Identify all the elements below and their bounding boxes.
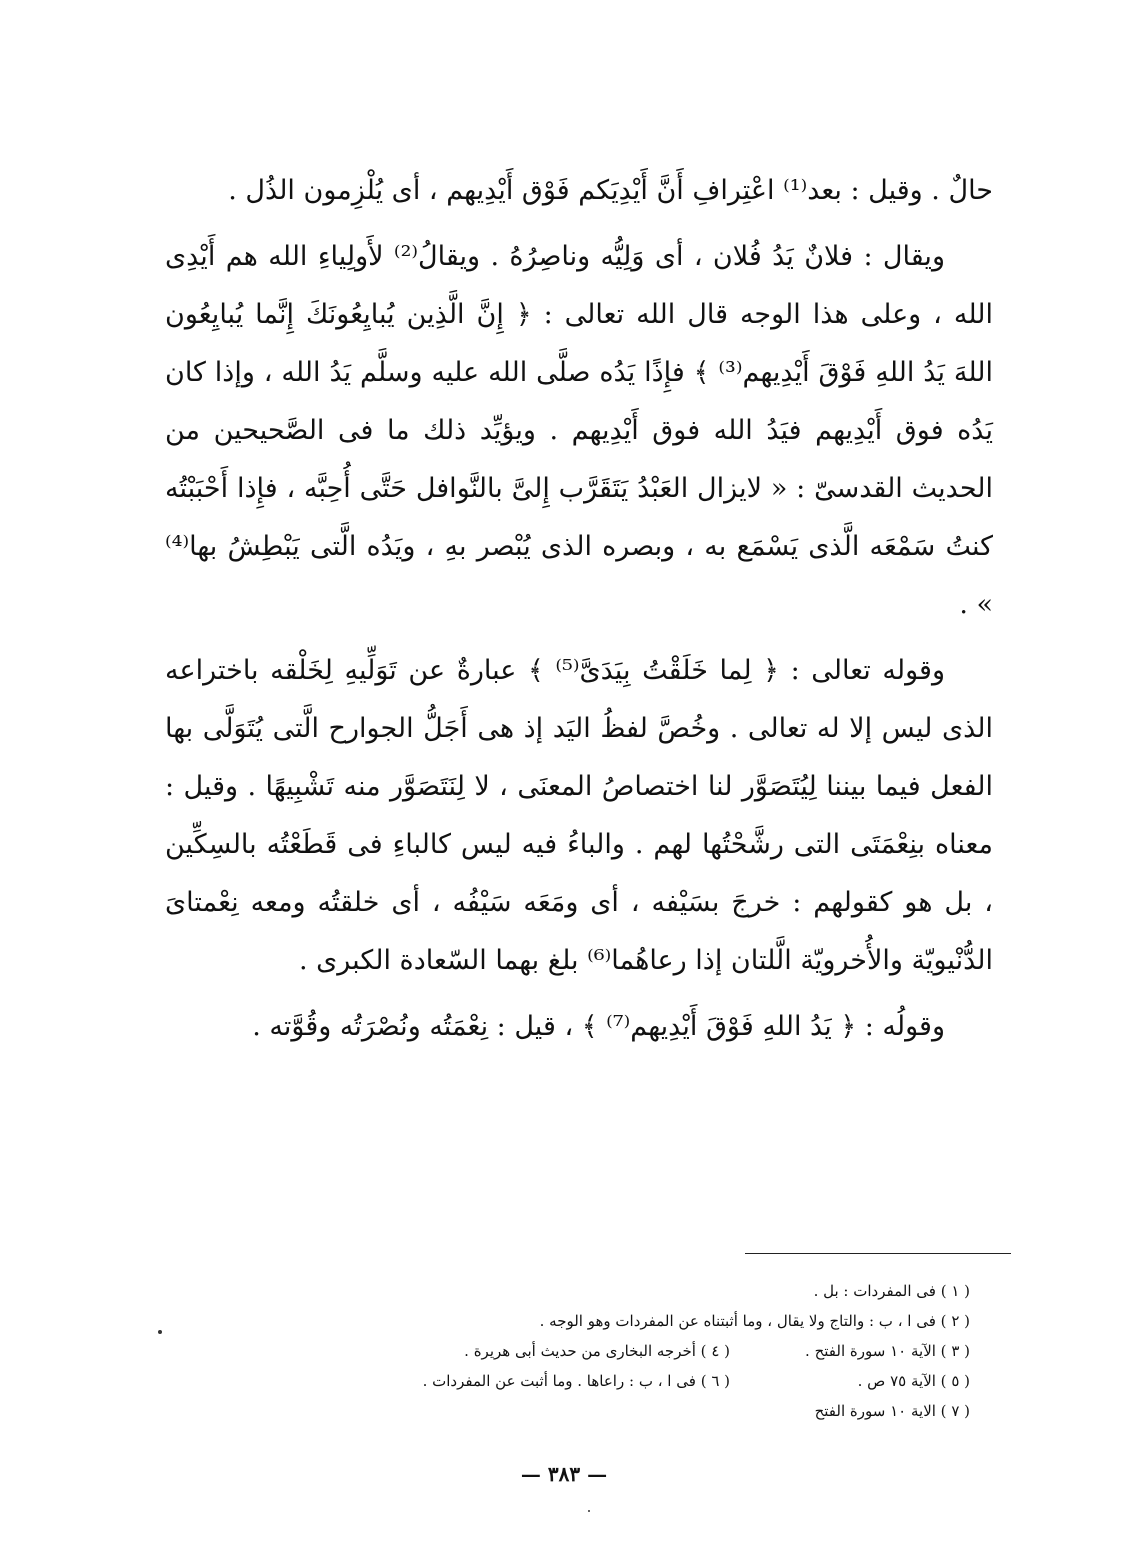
footnote-divider <box>745 1253 1011 1254</box>
footnote-5: ( ٥ ) الآية ٧٥ ص . <box>857 1372 970 1390</box>
main-text <box>165 162 993 1064</box>
paragraph-4: وقولُه : ﴿ يَدُ اللهِ فَوْقَ أَيْدِيهم⁽⁷⁾ ﴾ ، قيل : نِعْمَتُه ونُصْرَتُه وقُوَّته . <box>252 1011 945 1042</box>
footnote-6: ( ٦ ) فى ا ، ب : راعاها . وما أثبت عن المفردات . <box>422 1372 730 1390</box>
footnote-4: ( ٤ ) أخرجه البخارى من حديث أبى هريرة . <box>464 1342 730 1360</box>
paragraph-2: ويقال : فلانٌ يَدُ فُلان ، أى وَلِيُّه وناصِرُهُ . ويقالُ⁽²⁾ لأَولِياءِ الله هم أَيْدِى الله ، وعلى هذا الوجه قال الله تعالى : ﴿ إِنَّ الَّذِين يُبايِعُونَكَ إِنَّما يُبايِعُون اللهَ يَدُ اللهِ فَوْقَ أَيْدِيهم⁽³⁾ ﴾ فإِذًا يَدُه صلَّى الله عليه وسلَّم يَدُ الله ، وإذا كان يَدُه فوق أَيْدِيهم فيَدُ الله فوق أَيْدِيهم . ويؤيِّد ذلك ما فى الصَّحيحين من الحديث القدسىّ : « لايزال العَبْدُ يَتَقَرَّب إِلىَّ بالنَّوافل حَتَّى أُحِبَّه ، فإِذا أَحْبَبْتُه كنتُ سَمْعَه الَّذى يَسْمَع به ، وبصره الذى يُبْصر بهِ ، ويَدُه الَّتى يَبْطِشُ بها⁽⁴⁾ » . <box>165 241 994 620</box>
footnote-3: ( ٣ ) الآية ١٠ سورة الفتح . <box>805 1342 970 1360</box>
footnote-row <box>210 1336 970 1366</box>
paragraph-3: وقوله تعالى : ﴿ لِما خَلَقْتُ بِيَدَىَّ⁽⁵⁾ ﴾ عبارةٌ عن تَوَلِّيهِ لِخَلْقه باختراعه الذى ليس إلا له تعالى . وخُصَّ لفظُ اليَد إذ هى أَجَلُّ الجوارح الَّتى يُتَوَلَّى بها الفعل فيما بيننا لِيُتَصَوَّر لنا اختصاصُ المعنَى ، لا لِنَتَصَوَّر منه تَشْبِيهًا . وقيل : معناه بنِعْمَتَى التى رشَّحْتُها لهم . والباءُ فيه ليس كالباءِ فى قَطَعْتُه بالسِكِّين ، بل هو كقولهم : خرجَ بسَيْفه ، أى ومَعَه سَيْفُه ، أى خلقتُه ومعه نِعْمتاىَ الدُّنْيويّة والأُخرويّة الَّلتان إذا رعاهُما⁽⁶⁾ بلغ بهما السّعادة الكبرى . <box>165 655 993 976</box>
footnote-row <box>210 1306 970 1336</box>
page-number: — ٣٨٣ — <box>520 1462 608 1486</box>
footnote-2: ( ٢ ) فى ا ، ب : والتاج ولا يقال ، وما أثبتناه عن المفردات وهو الوجه . <box>539 1312 970 1330</box>
footnote-7: ( ٧ ) الاية ١٠ سورة الفتح <box>814 1402 970 1420</box>
footnotes <box>210 1276 970 1426</box>
footnote-1: ( ١ ) فى المفردات : بل . <box>813 1282 970 1300</box>
scan-speck <box>588 1510 590 1512</box>
scan-speck <box>158 1330 162 1334</box>
footnote-row <box>210 1276 970 1306</box>
footnote-row <box>210 1366 970 1396</box>
paragraph-1: حالٌ . وقيل : بعد⁽¹⁾ اعْتِرافِ أَنَّ أَيْدِيَكم فَوْق أَيْدِيهم ، أى يُلْزِمون الذُل . <box>228 175 993 206</box>
footnote-row <box>210 1396 970 1426</box>
